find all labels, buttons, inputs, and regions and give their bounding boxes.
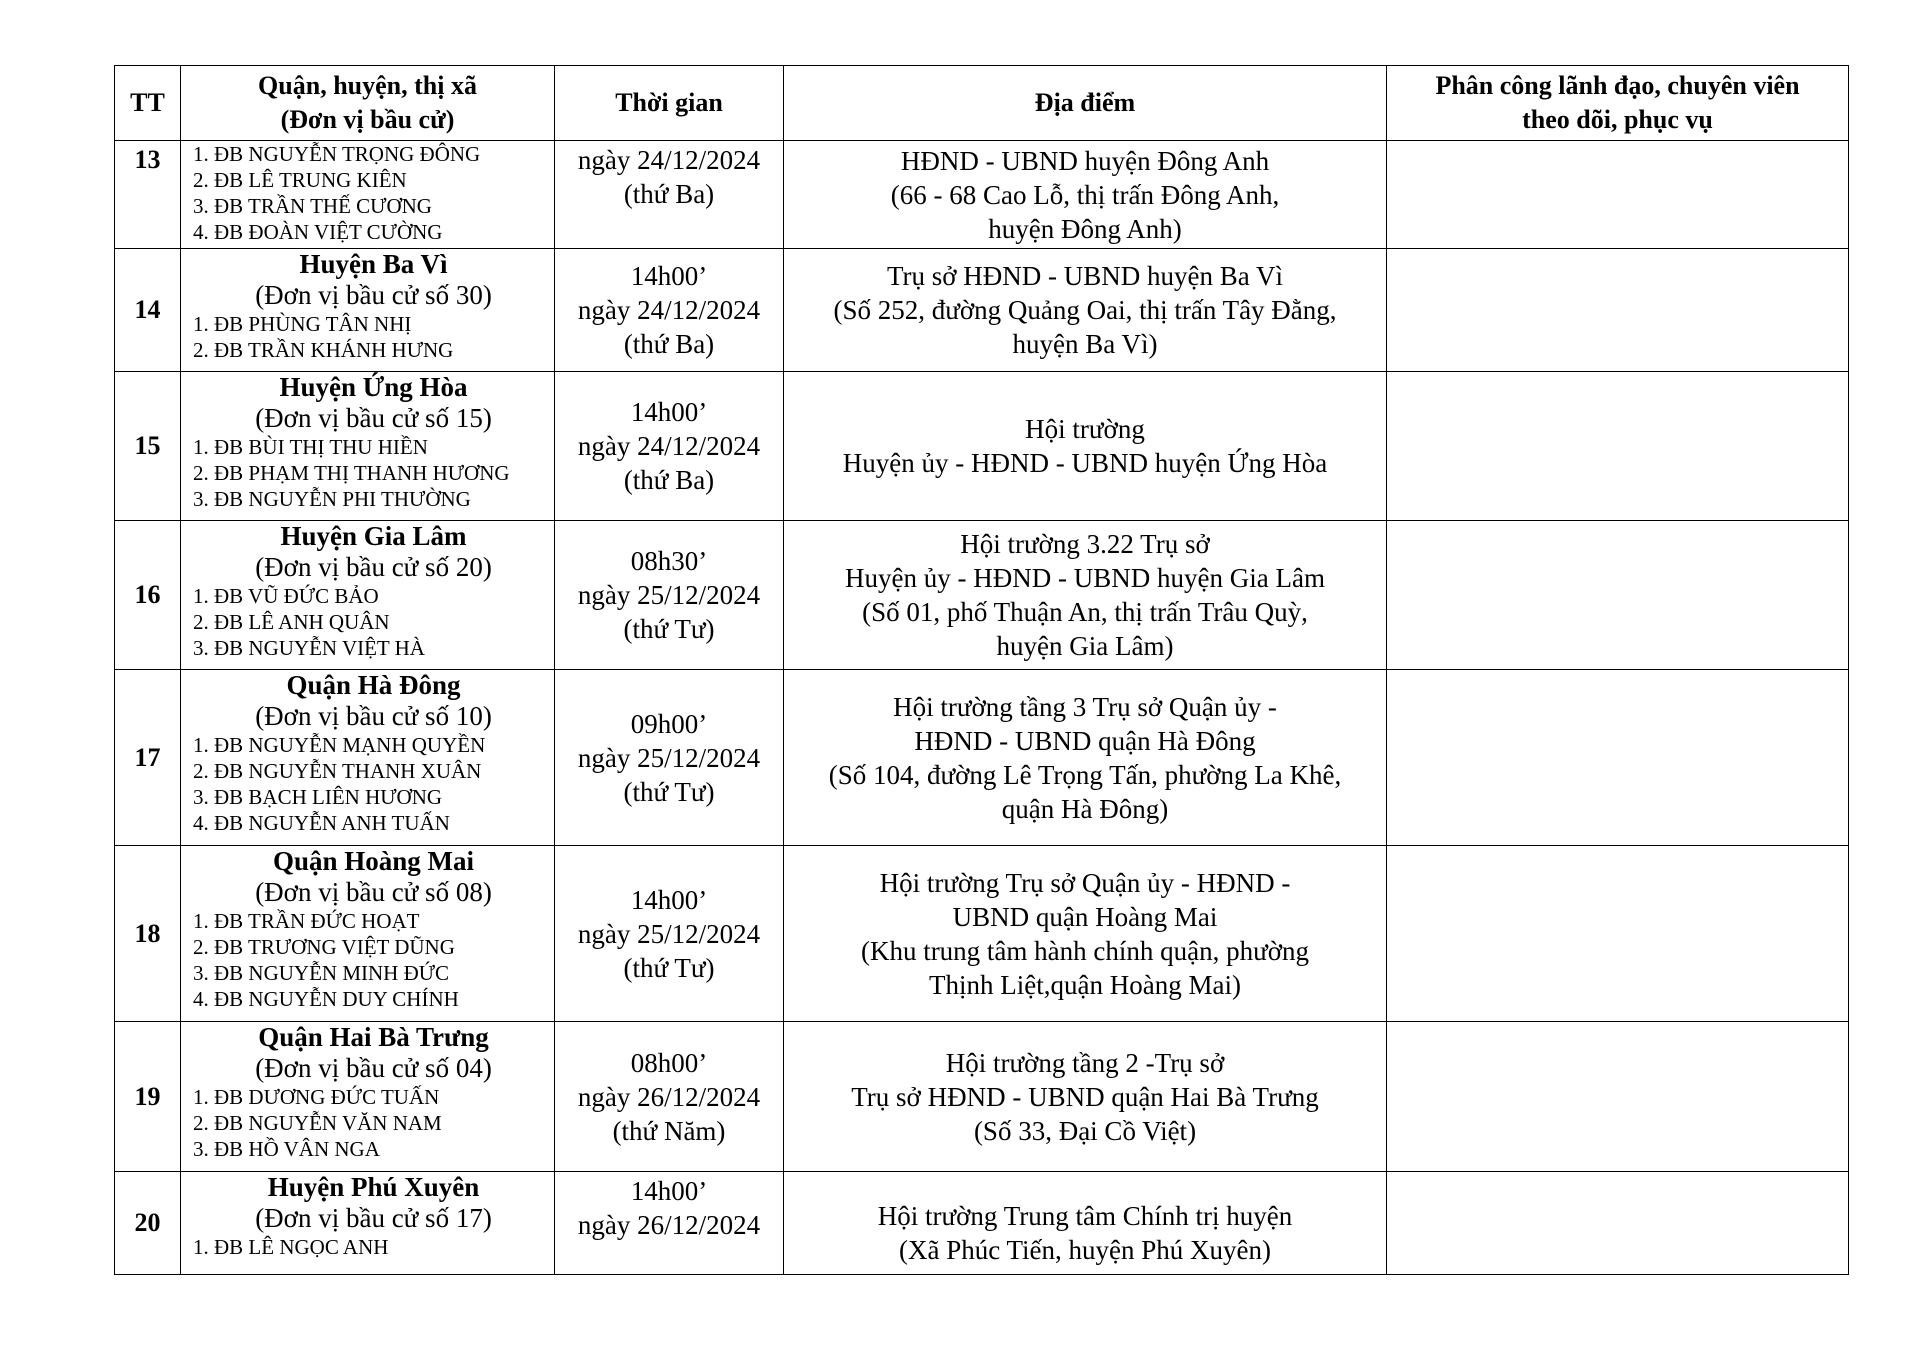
member-item: 2. ĐB NGUYỄN VĂN NAM	[193, 1111, 442, 1135]
place-line: huyện Đông Anh)	[988, 213, 1182, 244]
row-number: 13	[115, 141, 181, 249]
place-line: HĐND - UBND quận Hà Đông	[914, 725, 1256, 756]
unit-subtitle: (Đơn vị bầu cử số 17)	[255, 1203, 492, 1233]
place-cell	[784, 1172, 1387, 1275]
unit-name: Quận Hà Đông	[286, 670, 461, 700]
time-line: ngày 25/12/2024	[577, 580, 761, 610]
time-line: 14h00’	[630, 261, 708, 291]
place-line: huyện Ba Vì)	[1012, 329, 1158, 359]
unit-name: Quận Hai Bà Trưng	[258, 1022, 489, 1052]
assignment-cell	[1387, 1022, 1849, 1172]
header-assign-line1: Phân công lãnh đạo, chuyên viên	[1435, 71, 1800, 100]
unit-name: Quận Hoàng Mai	[272, 846, 475, 876]
place-line: Huyện ủy - HĐND - UBND huyện Ứng Hòa	[842, 448, 1328, 478]
table-row	[115, 372, 1849, 521]
time-line: 14h00’	[630, 884, 708, 915]
place-line: Hội trường 3.22 Trụ sở	[960, 529, 1210, 559]
unit-name: Huyện Phú Xuyên	[267, 1172, 480, 1202]
place-cell	[784, 1022, 1387, 1172]
time-line: (thứ Ba)	[623, 329, 715, 359]
table-row	[115, 1022, 1849, 1172]
table-row	[115, 670, 1849, 846]
place-cell	[784, 670, 1387, 846]
member-list	[193, 908, 554, 1012]
time-line: ngày 24/12/2024	[577, 295, 761, 325]
place-line: (Số 104, đường Lê Trọng Tấn, phường La Khê,	[828, 759, 1342, 790]
assignment-cell	[1387, 141, 1849, 249]
header-assign-line2: theo dõi, phục vụ	[1522, 105, 1713, 134]
header-assignment	[1387, 66, 1849, 141]
row-number: 18	[115, 846, 181, 1022]
member-item: 4. ĐB ĐOÀN VIỆT CƯỜNG	[193, 220, 443, 244]
place-line: (66 - 68 Cao Lỗ, thị trấn Đông Anh,	[890, 179, 1280, 210]
member-item: 1. ĐB LÊ NGỌC ANH	[193, 1235, 389, 1259]
time-cell	[555, 249, 784, 372]
place-line: (Khu trung tâm hành chính quận, phường	[860, 935, 1310, 966]
place-cell	[784, 141, 1387, 249]
member-list	[193, 434, 554, 512]
place-line: (Xã Phúc Tiến, huyện Phú Xuyên)	[899, 1235, 1271, 1265]
table-row	[115, 846, 1849, 1022]
row-number: 17	[115, 670, 181, 846]
header-time: Thời gian	[555, 66, 784, 141]
header-unit	[181, 66, 555, 141]
place-cell	[784, 372, 1387, 521]
assignment-cell	[1387, 521, 1849, 670]
member-item: 3. ĐB BẠCH LIÊN HƯƠNG	[193, 785, 443, 809]
time-line: ngày 26/12/2024	[577, 1081, 761, 1112]
member-item: 1. ĐB VŨ ĐỨC BẢO	[193, 584, 379, 608]
place-line: Hội trường Trung tâm Chính trị huyện	[877, 1201, 1293, 1231]
member-item: 1. ĐB NGUYỄN MẠNH QUYỀN	[193, 733, 486, 757]
member-item: 2. ĐB LÊ ANH QUÂN	[193, 610, 390, 634]
member-item: 1. ĐB BÙI THỊ THU HIỀN	[193, 435, 428, 459]
table-row	[115, 141, 1849, 249]
place-line: (Số 01, phố Thuận An, thị trấn Trâu Quỳ,	[862, 597, 1308, 627]
member-item: 3. ĐB TRẦN THẾ CƯƠNG	[193, 194, 432, 218]
place-line: Hội trường	[1025, 414, 1145, 444]
member-item: 4. ĐB NGUYỄN DUY CHÍNH	[193, 987, 459, 1011]
member-list	[193, 732, 554, 836]
place-line: Huyện ủy - HĐND - UBND huyện Gia Lâm	[845, 563, 1325, 593]
member-item: 2. ĐB NGUYỄN THANH XUÂN	[193, 759, 482, 783]
member-list	[193, 583, 554, 661]
header-tt: TT	[115, 66, 181, 141]
assignment-cell	[1387, 1172, 1849, 1275]
member-item: 2. ĐB PHẠM THỊ THANH HƯƠNG	[193, 461, 510, 485]
time-line: ngày 26/12/2024	[577, 1210, 761, 1240]
unit-subtitle: (Đơn vị bầu cử số 30)	[255, 280, 492, 310]
time-cell	[555, 141, 784, 249]
unit-cell	[181, 1022, 555, 1172]
member-item: 2. ĐB LÊ TRUNG KIÊN	[193, 168, 407, 192]
member-item: 1. ĐB DƯƠNG ĐỨC TUẤN	[193, 1085, 440, 1109]
time-line: 09h00’	[630, 708, 708, 739]
time-line: 14h00’	[630, 1176, 708, 1206]
member-list	[193, 1234, 554, 1260]
unit-cell	[181, 670, 555, 846]
member-item: 4. ĐB NGUYỄN ANH TUẤN	[193, 811, 450, 835]
member-item: 1. ĐB PHÙNG TÂN NHỊ	[193, 312, 412, 336]
time-cell	[555, 846, 784, 1022]
table-row	[115, 249, 1849, 372]
unit-subtitle: (Đơn vị bầu cử số 08)	[255, 877, 492, 907]
time-line: (thứ Ba)	[623, 179, 715, 209]
member-list	[193, 311, 554, 363]
place-line: Hội trường tầng 3 Trụ sở Quận ủy -	[893, 691, 1277, 722]
header-unit-line1: Quận, huyện, thị xã	[258, 71, 477, 100]
row-number: 15	[115, 372, 181, 521]
member-item: 1. ĐB NGUYỄN TRỌNG ĐÔNG	[193, 142, 481, 166]
place-line: quận Hà Đông)	[1001, 793, 1169, 824]
unit-cell	[181, 141, 555, 249]
assignment-cell	[1387, 249, 1849, 372]
member-item: 3. ĐB NGUYỄN PHI THƯỜNG	[193, 487, 471, 511]
unit-subtitle: (Đơn vị bầu cử số 15)	[255, 403, 492, 433]
place-line: UBND quận Hoàng Mai	[952, 901, 1218, 932]
place-cell	[784, 249, 1387, 372]
header-row	[115, 66, 1849, 141]
unit-cell	[181, 1172, 555, 1275]
member-item: 1. ĐB TRẦN ĐỨC HOẠT	[193, 909, 420, 933]
time-cell	[555, 372, 784, 521]
place-line: Hội trường Trụ sở Quận ủy - HĐND -	[879, 867, 1291, 898]
row-number: 19	[115, 1022, 181, 1172]
member-item: 3. ĐB NGUYỄN VIỆT HÀ	[193, 636, 425, 660]
place-line: (Số 33, Đại Cồ Việt)	[973, 1115, 1197, 1146]
member-list	[193, 1084, 554, 1162]
member-item: 3. ĐB NGUYỄN MINH ĐỨC	[193, 961, 450, 985]
time-cell	[555, 1022, 784, 1172]
place-line: (Số 252, đường Quảng Oai, thị trấn Tây Đằng,	[833, 295, 1337, 325]
row-number: 16	[115, 521, 181, 670]
time-cell	[555, 1172, 784, 1275]
header-place: Địa điểm	[784, 66, 1387, 141]
time-line: (thứ Tư)	[623, 952, 715, 983]
unit-cell	[181, 249, 555, 372]
time-line: ngày 25/12/2024	[577, 918, 761, 949]
unit-cell	[181, 846, 555, 1022]
time-cell	[555, 521, 784, 670]
table-row	[115, 521, 1849, 670]
unit-cell	[181, 372, 555, 521]
member-item: 3. ĐB HỒ VÂN NGA	[193, 1137, 380, 1161]
place-line: Trụ sở HĐND - UBND quận Hai Bà Trưng	[851, 1081, 1319, 1112]
unit-subtitle: (Đơn vị bầu cử số 10)	[255, 701, 492, 731]
table-row	[115, 1172, 1849, 1275]
assignment-cell	[1387, 372, 1849, 521]
place-line: Trụ sở HĐND - UBND huyện Ba Vì	[886, 261, 1284, 291]
row-number: 20	[115, 1172, 181, 1275]
place-cell	[784, 846, 1387, 1022]
unit-subtitle: (Đơn vị bầu cử số 20)	[255, 552, 492, 582]
unit-subtitle: (Đơn vị bầu cử số 04)	[255, 1053, 492, 1083]
time-line: ngày 24/12/2024	[577, 431, 761, 461]
time-line: (thứ Tư)	[623, 776, 715, 807]
time-line: ngày 25/12/2024	[577, 742, 761, 773]
unit-name: Huyện Ứng Hòa	[279, 372, 468, 402]
unit-name: Huyện Ba Vì	[299, 249, 448, 279]
place-line: huyện Gia Lâm)	[996, 631, 1174, 661]
time-cell	[555, 670, 784, 846]
time-line: (thứ Ba)	[623, 465, 715, 495]
unit-name: Huyện Gia Lâm	[280, 521, 467, 551]
unit-cell	[181, 521, 555, 670]
header-unit-line2: (Đơn vị bầu cử)	[280, 105, 455, 134]
place-cell	[784, 521, 1387, 670]
assignment-cell	[1387, 846, 1849, 1022]
place-line: Thịnh Liệt,quận Hoàng Mai)	[929, 969, 1241, 1000]
member-item: 2. ĐB TRẦN KHÁNH HƯNG	[193, 338, 454, 362]
schedule-table	[114, 65, 1849, 1275]
time-line: (thứ Năm)	[612, 1115, 726, 1146]
assignment-cell	[1387, 670, 1849, 846]
time-line: 08h30’	[630, 546, 708, 576]
member-item: 2. ĐB TRƯƠNG VIỆT DŨNG	[193, 935, 455, 959]
time-line: 14h00’	[630, 397, 708, 427]
time-line: ngày 24/12/2024	[577, 145, 761, 175]
row-number: 14	[115, 249, 181, 372]
member-list	[193, 141, 554, 245]
time-line: (thứ Tư)	[623, 614, 715, 644]
time-line: 08h00’	[630, 1047, 708, 1078]
place-line: HĐND - UBND huyện Đông Anh	[900, 145, 1270, 176]
place-line: Hội trường tầng 2 -Trụ sở	[945, 1047, 1225, 1078]
